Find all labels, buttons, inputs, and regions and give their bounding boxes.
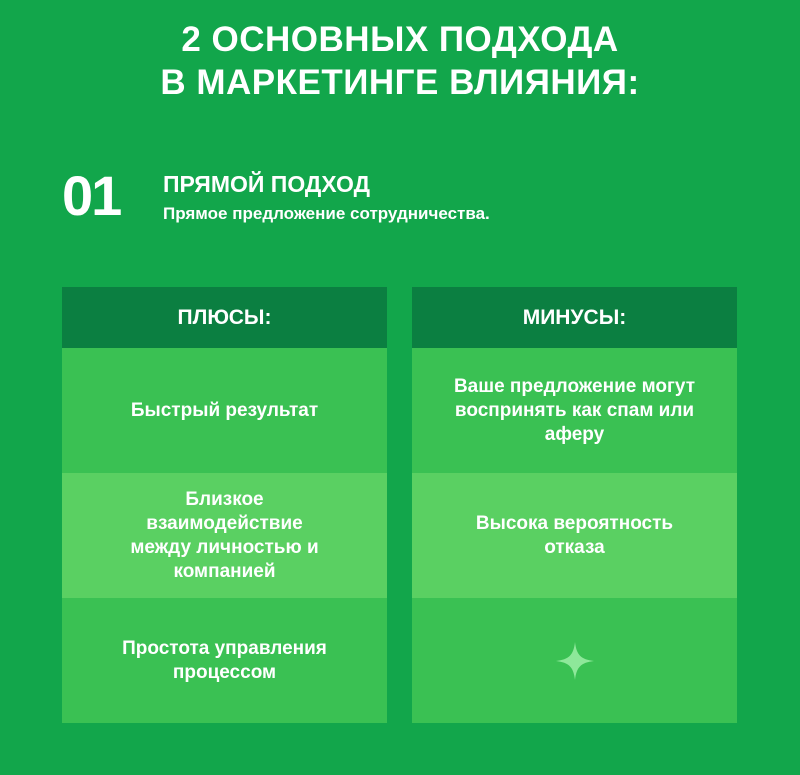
cons-item-empty	[412, 598, 737, 723]
approach-number: 01	[62, 164, 121, 227]
pros-item	[62, 473, 387, 598]
page-title	[0, 18, 800, 104]
approach-block	[62, 160, 762, 240]
pros-item-text: Быстрый результат	[130, 399, 319, 421]
cons-item-text: Ваше предложение могут воспринять как спам или аферу	[453, 375, 696, 445]
pros-item-text: Простота управления процессом	[122, 637, 327, 683]
cons-item	[412, 348, 737, 473]
pros-column	[62, 287, 387, 723]
cons-header: МИНУСЫ:	[412, 287, 737, 348]
cons-item-text: Высока вероятность отказа	[475, 512, 674, 558]
pros-item-text: Близкое взаимодействие между личностью и компанией	[130, 488, 319, 582]
pros-header: ПЛЮСЫ:	[62, 287, 387, 348]
title-line-1: 2 ОСНОВНЫХ ПОДХОДА	[181, 20, 619, 59]
cons-column	[412, 287, 737, 723]
cons-item	[412, 473, 737, 598]
approach-title: ПРЯМОЙ ПОДХОД	[163, 171, 371, 197]
pros-item	[62, 598, 387, 723]
sparkle-icon	[555, 641, 595, 681]
pros-item	[62, 348, 387, 473]
approach-description: Прямое предложение сотрудничества.	[163, 204, 490, 223]
title-line-2: В МАРКЕТИНГЕ ВЛИЯНИЯ:	[160, 63, 640, 102]
